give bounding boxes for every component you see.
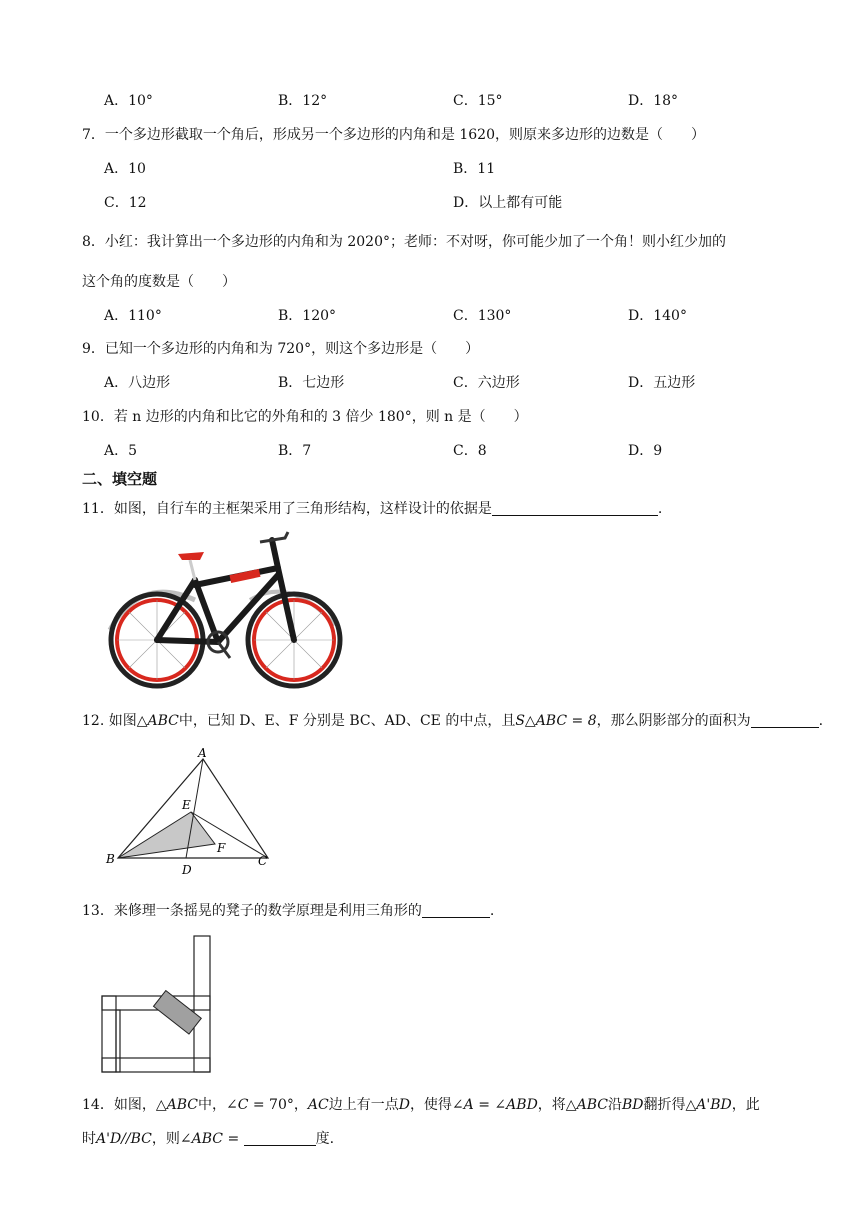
q13-stem-text: 13．来修理一条摇晃的凳子的数学原理是利用三角形的 <box>82 903 422 919</box>
q14-line1 <box>82 1094 760 1114</box>
q9-option-a: A．八边形 <box>104 375 171 391</box>
figure-label-b: B <box>106 852 115 866</box>
q14-math: D <box>398 1097 410 1113</box>
figure-label-a: A <box>198 746 207 760</box>
q14-math: AC <box>307 1097 329 1113</box>
q14-text: 翻折得△ <box>643 1097 697 1113</box>
q14-math: A'BD <box>696 1097 732 1113</box>
q11-answer-blank[interactable] <box>492 501 658 516</box>
q7-stem: 7．一个多边形截取一个角后，形成另一个多边形的内角和是 1620，则原来多边形的边数是（ ） <box>82 127 705 143</box>
q14-text: ，将△ <box>537 1097 577 1113</box>
q14-text: 沿 <box>607 1097 622 1113</box>
q8-option-b: B．120° <box>278 308 337 324</box>
q14-text: 14．如图，△ <box>82 1097 167 1113</box>
q7-option-b: B．11 <box>453 161 496 177</box>
q7-option-a: A．10 <box>104 161 146 177</box>
q7-option-d: D．以上都有可能 <box>453 195 563 211</box>
q6-option-d: D．18° <box>628 93 679 109</box>
q9-option-b: B．七边形 <box>278 375 345 391</box>
q14-text: 边上有一点 <box>328 1097 399 1113</box>
q12-area-expression: S△ABC = 8 <box>515 713 597 729</box>
q10-stem: 10．若 n 边形的内角和比它的外角和的 3 倍少 180°，则 n 是（ ） <box>82 409 528 425</box>
q13-period: . <box>489 903 495 919</box>
q9-option-d: D．五边形 <box>628 375 696 391</box>
q10-option-b: B．7 <box>278 443 312 459</box>
q14-text: ，使得∠ <box>409 1097 464 1113</box>
q12-stem-after: ，那么阴影部分的面积为 <box>596 713 751 729</box>
q8-option-a: A．110° <box>104 308 162 324</box>
q12-stem-mid: 中，已知 D、E、F 分别是 BC、AD、CE 的中点，且 <box>178 713 516 729</box>
q14-text: 时 <box>82 1131 96 1147</box>
q11-period: . <box>657 501 663 517</box>
q7-option-c: C．12 <box>104 195 147 211</box>
q6-option-c: C．15° <box>453 93 503 109</box>
figure-label-f: F <box>217 841 226 855</box>
q12-triangle-name: ABC <box>147 713 179 729</box>
q14-answer-blank[interactable] <box>244 1131 316 1146</box>
q9-stem: 9．已知一个多边形的内角和为 720°，则这个多边形是（ ） <box>82 341 480 357</box>
q14-text: = <box>223 1131 244 1147</box>
q12-answer-blank[interactable] <box>751 713 819 728</box>
q11-stem-text: 11．如图，自行车的主框架采用了三角形结构，这样设计的依据是 <box>82 501 492 517</box>
q14-math: ABD <box>506 1097 538 1113</box>
q14-math: ABC <box>576 1097 608 1113</box>
q12-period: . <box>818 713 824 729</box>
q6-option-b: B．12° <box>278 93 328 109</box>
section-heading: 二、填空题 <box>82 470 158 488</box>
q14-text: 中，∠ <box>197 1097 238 1113</box>
q10-option-c: C．8 <box>453 443 487 459</box>
q14-math: C <box>237 1097 249 1113</box>
q14-line2 <box>82 1128 334 1148</box>
q14-math: ABC <box>166 1097 198 1113</box>
q14-text: ，此 <box>731 1097 760 1113</box>
q10-option-d: D．9 <box>628 443 663 459</box>
q13-stem <box>82 900 494 920</box>
q10-option-a: A．5 <box>104 443 138 459</box>
figure-label-e: E <box>182 798 191 812</box>
q8-option-c: C．130° <box>453 308 512 324</box>
q14-text: = ∠ <box>473 1097 507 1113</box>
q8-option-d: D．140° <box>628 308 687 324</box>
q14-math: ABC <box>191 1131 223 1147</box>
triangle-figure <box>100 745 280 880</box>
figure-label-c: C <box>258 854 268 868</box>
q14-math: A <box>463 1097 474 1113</box>
q14-math: A'D//BC <box>96 1131 152 1147</box>
stool-figure <box>100 934 218 1074</box>
q9-option-c: C．六边形 <box>453 375 520 391</box>
q8-stem-line2: 这个角的度数是（ ） <box>82 274 236 290</box>
q11-stem <box>82 498 662 518</box>
q14-math: BD <box>621 1097 644 1113</box>
q14-text: ，则∠ <box>151 1131 192 1147</box>
q13-answer-blank[interactable] <box>422 903 490 918</box>
q12-stem-text: 12. 如图△ <box>82 713 148 729</box>
figure-label-d: D <box>182 863 192 877</box>
q12-stem <box>82 710 823 730</box>
q6-option-a: A．10° <box>104 93 153 109</box>
q14-text: 度. <box>315 1131 335 1147</box>
bicycle-figure <box>100 530 345 690</box>
q8-stem-line1: 8．小红：我计算出一个多边形的内角和为 2020°；老师：不对呀，你可能少加了一个角！则小红少加的 <box>82 234 726 250</box>
q14-text: = 70°， <box>248 1097 308 1113</box>
